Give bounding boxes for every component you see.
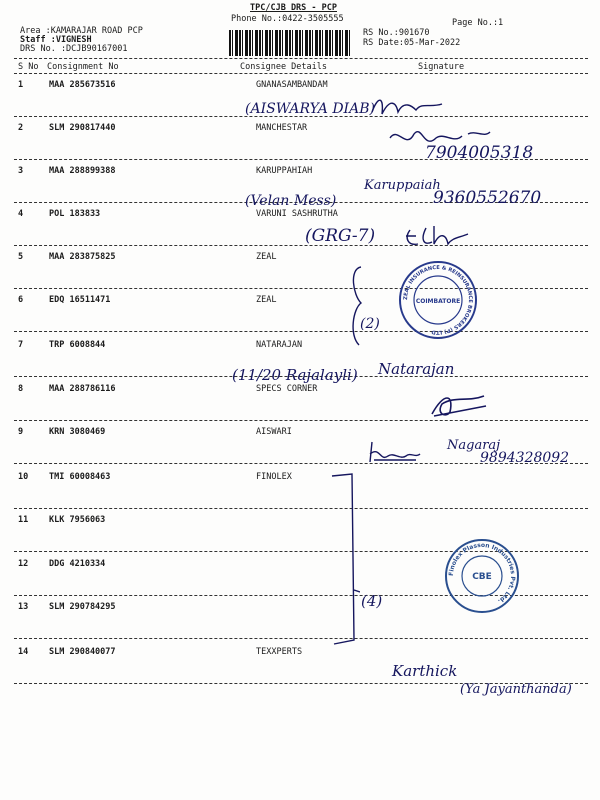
rs-number: RS No.:901670 [363,28,430,38]
header-rule-bottom [14,73,588,74]
row-number: 7 [18,340,24,350]
staff-label: Staff :VIGNESH [20,35,92,45]
consignment-number: TMI 60008463 [49,472,111,482]
row-number: 2 [18,123,24,133]
signature-row8 [424,388,494,420]
row-number: 3 [18,166,24,176]
row-number: 13 [18,602,29,612]
row-number: 1 [18,80,24,90]
col-signature: Signature [418,62,465,72]
consignee-name: VARUNI SASHRUTHA [256,209,338,219]
hw-name-row7: Natarajan [378,360,455,378]
consignment-number: MAA 288899388 [49,166,116,176]
row-number: 5 [18,252,24,262]
row-number: 14 [18,647,29,657]
row-number: 9 [18,427,24,437]
consignee-name: KARUPPAHIAH [256,166,313,176]
consignee-name: GNANASAMBANDAM [256,80,328,90]
consignee-name: NATARAJAN [256,340,303,350]
hw-phone-row2: 7904005318 [425,143,534,163]
consignee-name: ZEAL [256,295,277,305]
hw-phone-row3: 9360552670 [433,188,542,208]
zeal-stamp-text: ZEAL INSURANCE & REINSURANCE BROKERS (P) LTD [402,264,474,336]
consignee-name: SPECS CORNER [256,384,318,394]
row-divider [14,331,588,332]
hw-name-row9: Nagaraj [447,438,501,453]
row-number: 11 [18,515,29,525]
row-divider [14,638,588,639]
page-number: Page No.:1 [452,18,504,28]
hw-count-row6: (2) [360,316,380,332]
consignee-name: ZEAL [256,252,277,262]
hw-phone-row9: 9894328092 [480,450,570,466]
finolex-company-stamp [444,538,520,614]
hw-count-row13: (4) [361,592,383,610]
consignment-number: EDQ 16511471 [49,295,111,305]
bracket-rows-10-13 [330,470,360,650]
row-number: 4 [18,209,24,219]
col-consignment: Consignment No [47,62,119,72]
consignment-number: MAA 283875825 [49,252,116,262]
hw-note-row4: (GRG-7) [305,226,376,246]
hw-note-row7: (11/20 Rajalayli) [232,366,358,384]
row-divider [14,420,588,421]
consignment-number: POL 183833 [49,209,101,219]
hw-name-row3: Karuppaiah [364,178,441,193]
row-number: 12 [18,559,29,569]
finolex-stamp-center: CBE [472,572,492,582]
consignee-name: AISWARI [256,427,292,437]
zeal-stamp-city: COIMBATORE [415,298,461,305]
consignment-number: SLM 290817440 [49,123,116,133]
row-number: 8 [18,384,24,394]
col-sno: S No [18,62,39,72]
brace-rows-5-6 [343,265,373,347]
barcode [229,30,350,56]
consignment-number: KRN 3080469 [49,427,106,437]
consignee-name: TEXXPERTS [256,647,303,657]
signature-row1 [368,92,448,120]
drs-number: DRS No. :DCJB90167001 [20,44,128,54]
consignment-number: MAA 288786116 [49,384,116,394]
header-rule-top [14,58,588,59]
row-divider [14,508,588,509]
signature-row4 [404,220,474,250]
consignee-name: MANCHESTAR [256,123,308,133]
phone-number: Phone No.:0422-3505555 [231,14,344,24]
hw-note-row14: (Ya Jayanthanda) [460,682,572,697]
hw-note-row1: (AISWARYA DIAB) [245,101,375,117]
consignee-name: FINOLEX [256,472,292,482]
signature-row9 [366,438,422,464]
hw-name-row14: Karthick [392,662,458,680]
row-divider [14,288,588,289]
consignment-number: SLM 290784295 [49,602,116,612]
consignment-number: TRP 6008844 [49,340,106,350]
doc-title: TPC/CJB DRS - PCP [250,3,337,13]
finolex-stamp-text: Finolex Plasson Industries Pvt. Ltd. [447,541,517,605]
rs-date: RS Date:05-Mar-2022 [363,38,461,48]
row-number: 6 [18,295,24,305]
area-label: Area :KAMARAJAR ROAD PCP [20,26,143,36]
consignment-number: MAA 285673516 [49,80,116,90]
row-number: 10 [18,472,29,482]
consignment-number: SLM 290840077 [49,647,116,657]
row-divider [14,245,588,246]
consignment-number: KLK 7956063 [49,515,106,525]
col-consignee: Consignee Details [240,62,327,72]
zeal-company-stamp [398,260,478,340]
consignment-number: DDG 4210334 [49,559,106,569]
hw-note-row3: (Velan Mess) [245,193,337,209]
